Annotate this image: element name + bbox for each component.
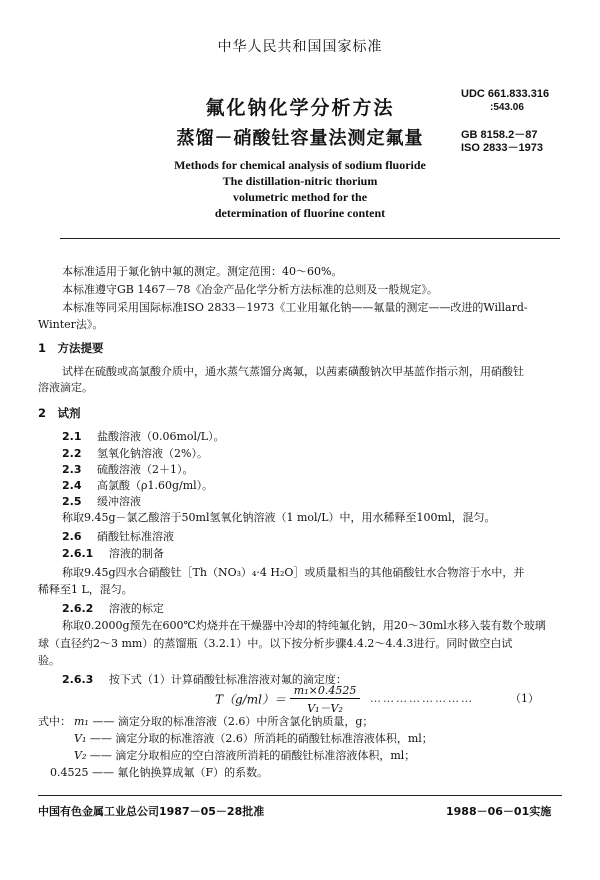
- buffer-text: 称取9.45g－氯乙酸溶于50ml氢氧化钠溶液（1 mol/L）中，用水稀释至100ml，混匀。: [62, 511, 496, 524]
- legend-desc: —— 滴定分取的标准溶液（2.6）中所含氯化钠质量，g；: [92, 715, 374, 728]
- subsection-number: 2.6.3: [62, 673, 94, 686]
- section2-heading: 2 试剂: [38, 406, 81, 420]
- reagent-text: 缓冲溶液: [97, 495, 141, 508]
- prep-line2: 稀释至1 L，混匀。: [38, 583, 133, 596]
- reagent-number: 2.1: [62, 430, 82, 443]
- footer-implemented: 1988－06－01实施: [446, 805, 552, 818]
- formula-lhs: T（g/ml）＝: [215, 692, 286, 707]
- legend-row: [50, 765, 268, 780]
- reagent-item: [62, 429, 225, 444]
- reagent-item: [62, 446, 208, 461]
- title-en-line1: Methods for chemical analysis of sodium fluoride: [174, 158, 426, 172]
- reagent-number: 2.3: [62, 463, 82, 476]
- subsection-text: 溶液的制备: [108, 547, 164, 560]
- title-en-line3: volumetric method for the: [232, 190, 368, 204]
- reagent-text: 氢氧化钠溶液（2%）。: [97, 447, 208, 460]
- reagent-text: 硫酸溶液（2＋1）。: [97, 463, 194, 476]
- footer-approved: 中国有色金属工业总公司1987－05－28批准: [38, 805, 265, 818]
- formula-dots: ……………………: [370, 692, 474, 705]
- reagent-item: [62, 462, 194, 477]
- iso-code: ISO 2833－1973: [461, 142, 543, 154]
- formula-numerator: m₁×0.4525: [290, 684, 361, 699]
- section1-text-line1: 试样在硫酸或高氯酸介质中，通水蒸气蒸馏分离氟，以茜素磺酸钠次甲基蓝作指示剂，用硝酸钍: [62, 365, 524, 378]
- gb-code: GB 8158.2－87: [461, 129, 538, 141]
- legend-desc: —— 滴定分取相应的空白溶液所消耗的硝酸钍标准溶液体积，ml；: [89, 749, 416, 762]
- intro-line4: Winter法》。: [38, 318, 104, 331]
- legend-symbol: m₁: [74, 715, 89, 728]
- title-cn-line1: 氟化钠化学分析方法: [205, 97, 395, 119]
- legend-row: [74, 748, 415, 763]
- legend-row: [74, 731, 433, 746]
- footer-divider: [38, 795, 562, 796]
- std-line3: 验。: [38, 654, 60, 667]
- reagent-number: 2.2: [62, 447, 82, 460]
- subsection-number: 2.6.1: [62, 547, 94, 560]
- section1-heading: 1 方法提要: [38, 341, 104, 355]
- std-line1: 称取0.2000g预先在600℃灼烧并在干燥器中冷却的特纯氟化钠，用20～30ml水移入装有数个玻璃: [62, 619, 546, 632]
- formula-number: （1）: [510, 692, 539, 705]
- reagent-item: [62, 494, 141, 509]
- header-divider: [60, 238, 560, 239]
- title-cn-line2: 蒸馏－硝酸钍容量法测定氟量: [176, 128, 424, 149]
- udc-code-continued: :543.06: [490, 102, 524, 113]
- legend-symbol: 0.4525: [50, 766, 89, 779]
- reagent-number: 2.4: [62, 479, 82, 492]
- intro-line1: 本标准适用于氟化钠中氟的测定。测定范围：40～60%。: [62, 265, 343, 278]
- reagent-text: 高氯酸（ρ1.60g/ml）。: [97, 479, 214, 492]
- legend-desc: —— 滴定分取的标准溶液（2.6）所消耗的硝酸钍标准溶液体积，ml；: [89, 732, 433, 745]
- subsection-2-6-1: [62, 546, 164, 561]
- legend-symbol: V₂: [74, 749, 87, 762]
- prep-line1: 称取9.45g四水合硝酸钍［Th（NO₃）₄·4 H₂O］或质量相当的其他硝酸钍水合物溶于水中，并: [62, 566, 525, 579]
- subsection-text: 按下式（1）计算硝酸钍标准溶液对氟的滴定度：: [108, 673, 347, 686]
- national-standard-header: 中华人民共和国国家标准: [217, 39, 383, 55]
- intro-line3: 本标准等同采用国际标准ISO 2833－1973《工业用氟化钠——氟量的测定——改进的Willard-: [62, 301, 528, 314]
- formula: [215, 684, 360, 716]
- legend-lead: 式中：: [38, 715, 71, 728]
- std-line2: 球（直径约2～3 mm）的蒸馏瓶（3.2.1）中。以下按分析步骤4.4.2～4.4.3进行。同时做空白试: [38, 637, 513, 650]
- reagent-item-2-6: [62, 529, 174, 544]
- reagent-item: [62, 478, 213, 493]
- reagent-number: 2.6: [62, 530, 82, 543]
- reagent-number: 2.5: [62, 495, 82, 508]
- udc-code: UDC 661.833.316: [461, 88, 550, 100]
- reagent-text: 硝酸钍标准溶液: [97, 530, 174, 543]
- legend-symbol: V₁: [74, 732, 87, 745]
- subsection-number: 2.6.2: [62, 602, 94, 615]
- title-en-line4: determination of fluorine content: [214, 206, 386, 220]
- formula-denominator: V₁－V₂: [307, 702, 343, 715]
- reagent-text: 盐酸溶液（0.06mol/L）。: [97, 430, 225, 443]
- section1-text-line2: 溶液滴定。: [38, 381, 93, 394]
- subsection-text: 溶液的标定: [108, 602, 164, 615]
- title-en-line2: The distillation-nitric thorium: [222, 174, 378, 188]
- subsection-2-6-2: [62, 601, 164, 616]
- legend-desc: —— 氟化钠换算成氟（F）的系数。: [92, 766, 269, 779]
- formula-fraction: [290, 684, 361, 716]
- legend-row: [74, 714, 373, 729]
- intro-line2: 本标准遵守GB 1467－78《冶金产品化学分析方法标准的总则及一般规定》。: [62, 283, 438, 296]
